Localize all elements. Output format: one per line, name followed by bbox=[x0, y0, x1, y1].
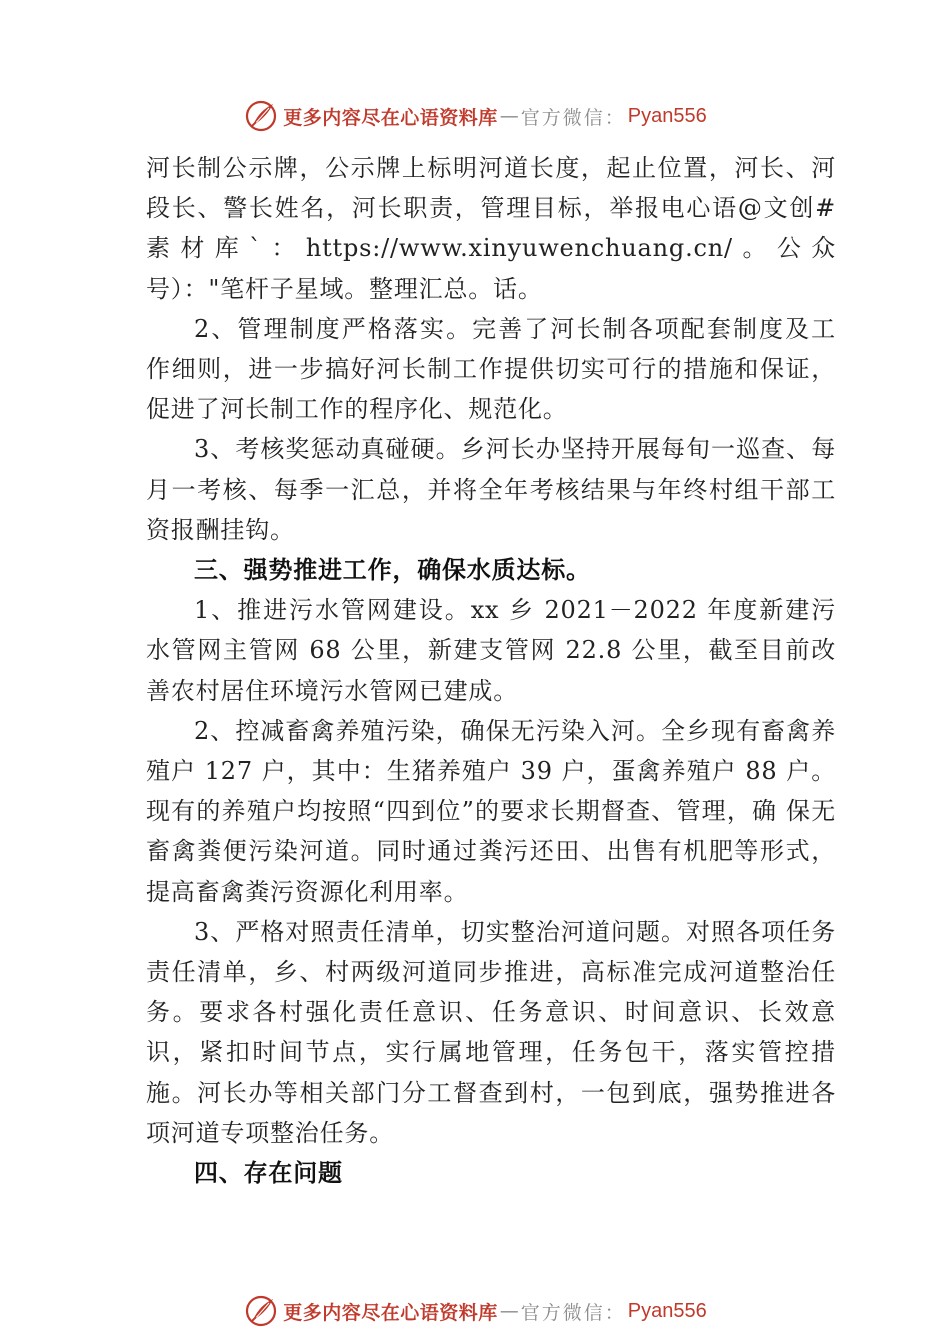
header-banner bbox=[0, 96, 950, 136]
header-dash: — bbox=[499, 105, 519, 127]
paragraph-livestock-pollution: 2、控减畜禽养殖污染，确保无污染入河。全乡现有畜禽养殖户 127 户，其中：生猪养殖户 39 户，蛋禽养殖户 88 户。现有的养殖户均按照“四到位”的要求长期督查、管理，确 保无畜禽粪便污染河道。同时通过粪污还田、出售有机肥等形式，提高畜禽粪污资源化利用率。 bbox=[146, 716, 836, 906]
header-official-label: 官方微信： bbox=[520, 106, 626, 129]
quill-logo-icon bbox=[243, 1293, 279, 1329]
paragraph-river-chief-board: 河长制公示牌，公示牌上标明河道长度，起止位置，河长、河段长、警长姓名，河长职责，管理目标，举报电心语@文创#素材库`：https://www.xinyuwenchuang.cn/。公众号）："笔杆子星域。整理汇总。话。 bbox=[146, 154, 836, 303]
paragraph-management-system: 2、管理制度严格落实。完善了河长制各项配套制度及工 作细则，进一步搞好河长制工作提供切实可行的措施和保证， 促进了河长制工作的程序化、规范化。 bbox=[146, 314, 836, 424]
paragraph-assessment: 3、考核奖惩动真碰硬。乡河长办坚持开展每旬一巡查、每月一考核、每季一汇总，并将全年考核结果与年终村组干部工资报酬挂钩。 bbox=[146, 435, 836, 544]
header-brand-text: 更多内容尽在心语资料库 bbox=[283, 106, 498, 129]
document-body bbox=[146, 148, 836, 1193]
header-wechat-id: Pyan556 bbox=[627, 104, 707, 127]
paragraph-responsibility-list: 3、严格对照责任清单，切实整治河道问题。对照各项任务责任清单，乡、村两级河道同步推进，高标准完成河道整治任务。要求各村强化责任意识、任务意识、时间意识、长效意识，紧扣时间节点，实行属地管理，任务包干，落实管控措施。河长办等相关部门分工督查到村，一包到底，强势推进各项河道专项整治任务。 bbox=[146, 917, 836, 1147]
paragraph-sewage-network: 1、推进污水管网建设。xx 乡 2021－2022 年度新建污水管网主管网 68 公里，新建支管网 22.8 公里，截至目前改善农村居住环境污水管网已建成。 bbox=[146, 596, 836, 705]
quill-logo-icon bbox=[243, 98, 279, 134]
section-heading-four: 四、存在问题 bbox=[194, 1159, 343, 1188]
footer-banner bbox=[0, 1291, 950, 1331]
footer-brand-text: 更多内容尽在心语资料库 bbox=[283, 1301, 498, 1324]
footer-wechat-id: Pyan556 bbox=[627, 1299, 707, 1322]
footer-dash: — bbox=[499, 1300, 519, 1322]
section-heading-three: 三、强势推进工作，确保水质达标。 bbox=[194, 556, 591, 585]
footer-official-label: 官方微信： bbox=[520, 1301, 626, 1324]
